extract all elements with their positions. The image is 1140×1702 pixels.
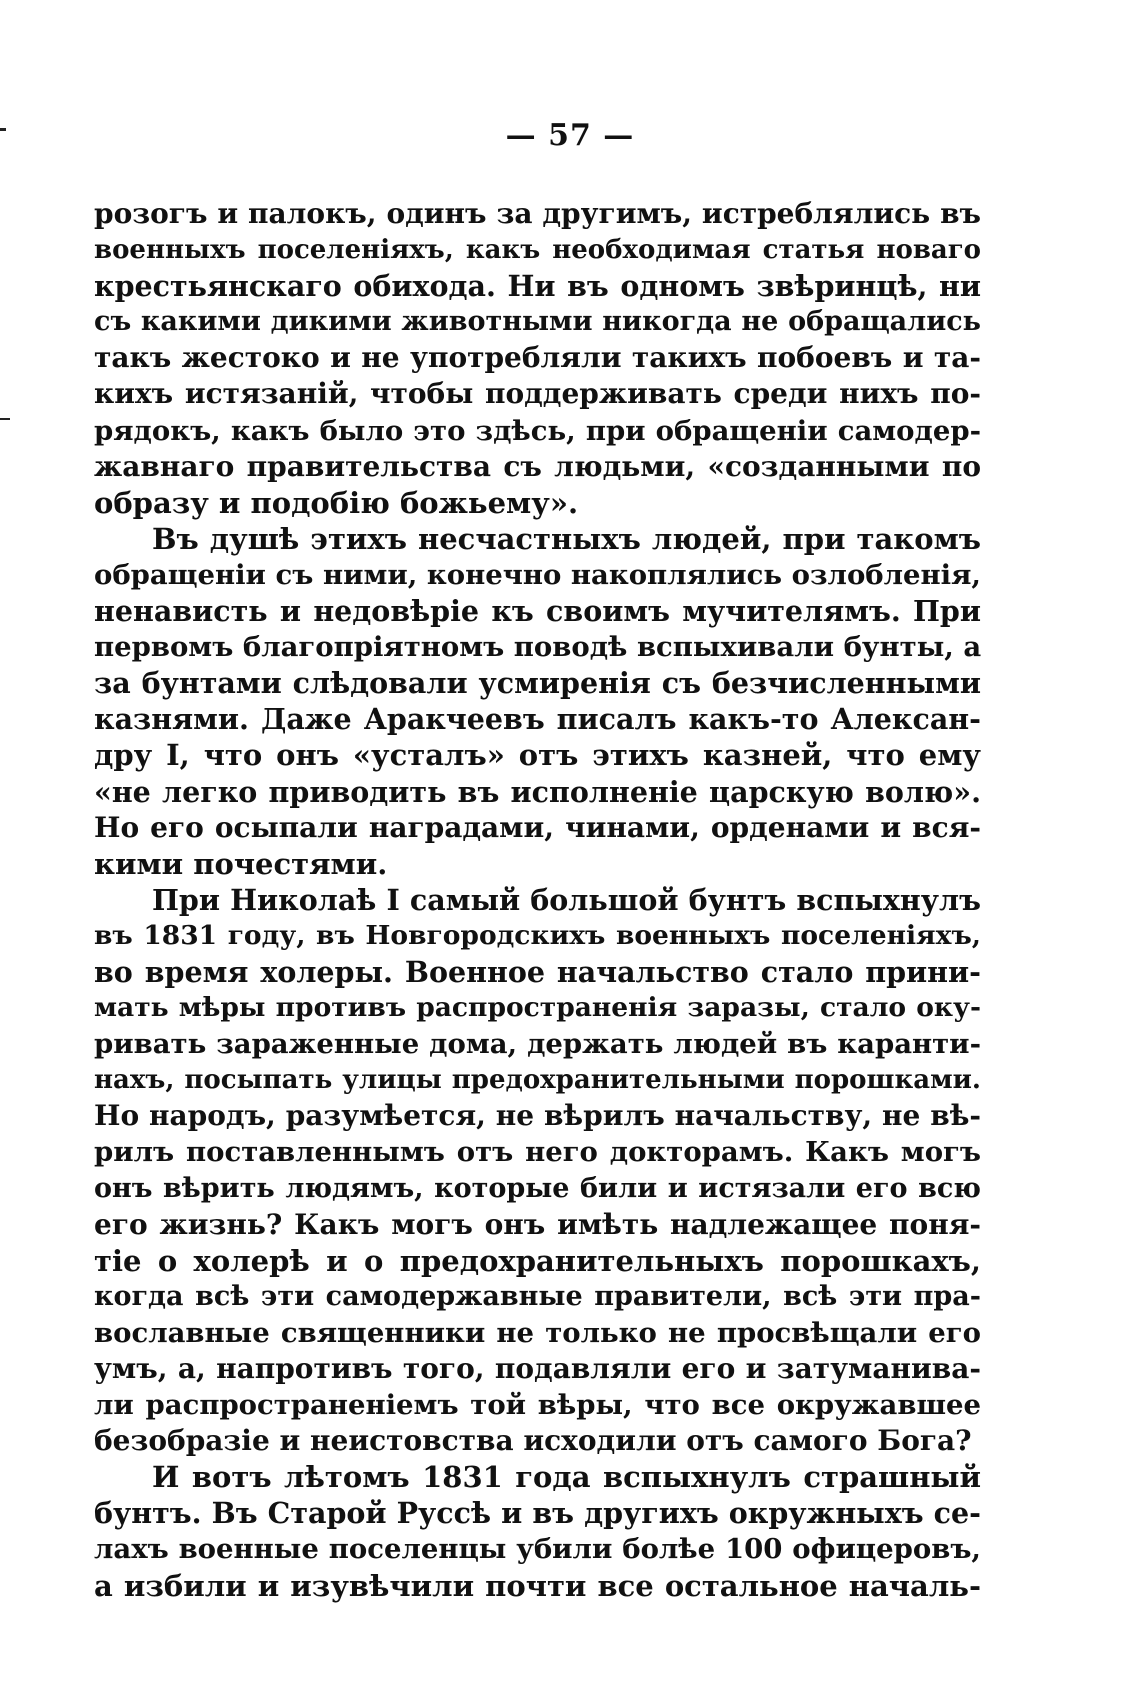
text-line: лахъ военные поселенцы убили болѣе 100 офицеровъ, xyxy=(94,1533,981,1566)
text-line: розогъ и палокъ, одинъ за другимъ, истреблялись въ xyxy=(94,197,981,230)
text-line: ли распространеніемъ той вѣры, что все окружавшее xyxy=(94,1389,981,1422)
page-number: — 57 — xyxy=(505,118,635,153)
text-line: а избили и изувѣчили почти все остальное началь- xyxy=(94,1568,981,1603)
text-line: При Николаѣ I самый большой бунтъ вспыхнулъ xyxy=(152,882,981,917)
text-line: дру I, что онъ «усталъ» отъ этихъ казней, что ему xyxy=(94,738,981,773)
text-line: вославные священники не только не просвѣщали его xyxy=(94,1316,981,1349)
text-line: Но его осыпали наградами, чинами, орденами и вся- xyxy=(94,810,981,844)
text-line: тіе о холерѣ и о предохранительныхъ порошкахъ, xyxy=(94,1243,981,1278)
text-line: за бунтами слѣдовали усмиренія съ безчисленными xyxy=(94,666,981,701)
text-line: крестьянскаго обихода. Ни въ одномъ звѣринцѣ, ни xyxy=(94,269,981,304)
text-line: такъ жестоко и не употребляли такихъ побоевъ и та- xyxy=(94,341,981,375)
text-line: Въ душѣ этихъ несчастныхъ людей, при такомъ xyxy=(152,521,981,556)
text-line: кими почестями. xyxy=(94,846,388,881)
text-line: обращеніи съ ними, конечно накоплялись озлобленія, xyxy=(94,558,981,591)
text-line: кихъ истязаній, чтобы поддерживать среди нихъ по- xyxy=(94,377,981,411)
text-line: во время холеры. Военное начальство стало прини- xyxy=(94,954,981,989)
text-line: безобразіе и неистовства исходили отъ самого Бога? xyxy=(94,1424,972,1458)
body-text xyxy=(94,196,981,1604)
text-line: образу и подобію божьему». xyxy=(94,485,579,520)
text-line: съ какими дикими животными никогда не обращались xyxy=(94,306,981,338)
text-line: его жизнь? Какъ могъ онъ имѣть надлежащее поня- xyxy=(94,1207,981,1241)
text-line: казнями. Даже Аракчеевъ писалъ какъ-то Алексан- xyxy=(94,702,981,737)
text-line: жавнаго правительства съ людьми, «созданными по xyxy=(94,449,981,483)
text-line: онъ вѣрить людямъ, которые били и истязали его всю xyxy=(94,1172,981,1204)
scan-mark xyxy=(0,418,10,420)
text-line: Но народъ, разумѣется, не вѣрилъ начальству, не вѣ- xyxy=(94,1099,981,1133)
text-line: мать мѣры противъ распространенія заразы, стало оку- xyxy=(94,992,981,1024)
text-line: бунтъ. Въ Старой Руссѣ и въ другихъ окружныхъ се- xyxy=(94,1496,981,1531)
text-line: «не легко приводить въ исполненіе царскую волю». xyxy=(94,774,981,809)
text-line: рядокъ, какъ было это здѣсь, при обращеніи самодер- xyxy=(94,414,981,447)
text-line: въ 1831 году, въ Новгородскихъ военныхъ поселеніяхъ, xyxy=(94,919,981,951)
text-line: рилъ поставленнымъ отъ него докторамъ. Какъ могъ xyxy=(94,1136,981,1169)
text-line: военныхъ поселеніяхъ, какъ необходимая статья новаго xyxy=(94,235,981,266)
text-line: И вотъ лѣтомъ 1831 года вспыхнулъ страшный xyxy=(152,1460,981,1495)
text-line: ривать зараженные дома, держать людей въ каранти- xyxy=(94,1028,981,1061)
text-line: первомъ благопріятномъ поводѣ вспыхивали бунты, а xyxy=(94,631,981,664)
text-line: ненависть и недовѣріе къ своимъ мучителямъ. При xyxy=(94,594,981,629)
text-line: когда всѣ эти самодержавные правители, всѣ эти пра- xyxy=(94,1280,981,1312)
text-line: нахъ, посыпать улицы предохранительными порошками. xyxy=(94,1065,981,1096)
text-line: умъ, а, напротивъ того, подавляли его и затуманива- xyxy=(94,1352,981,1385)
